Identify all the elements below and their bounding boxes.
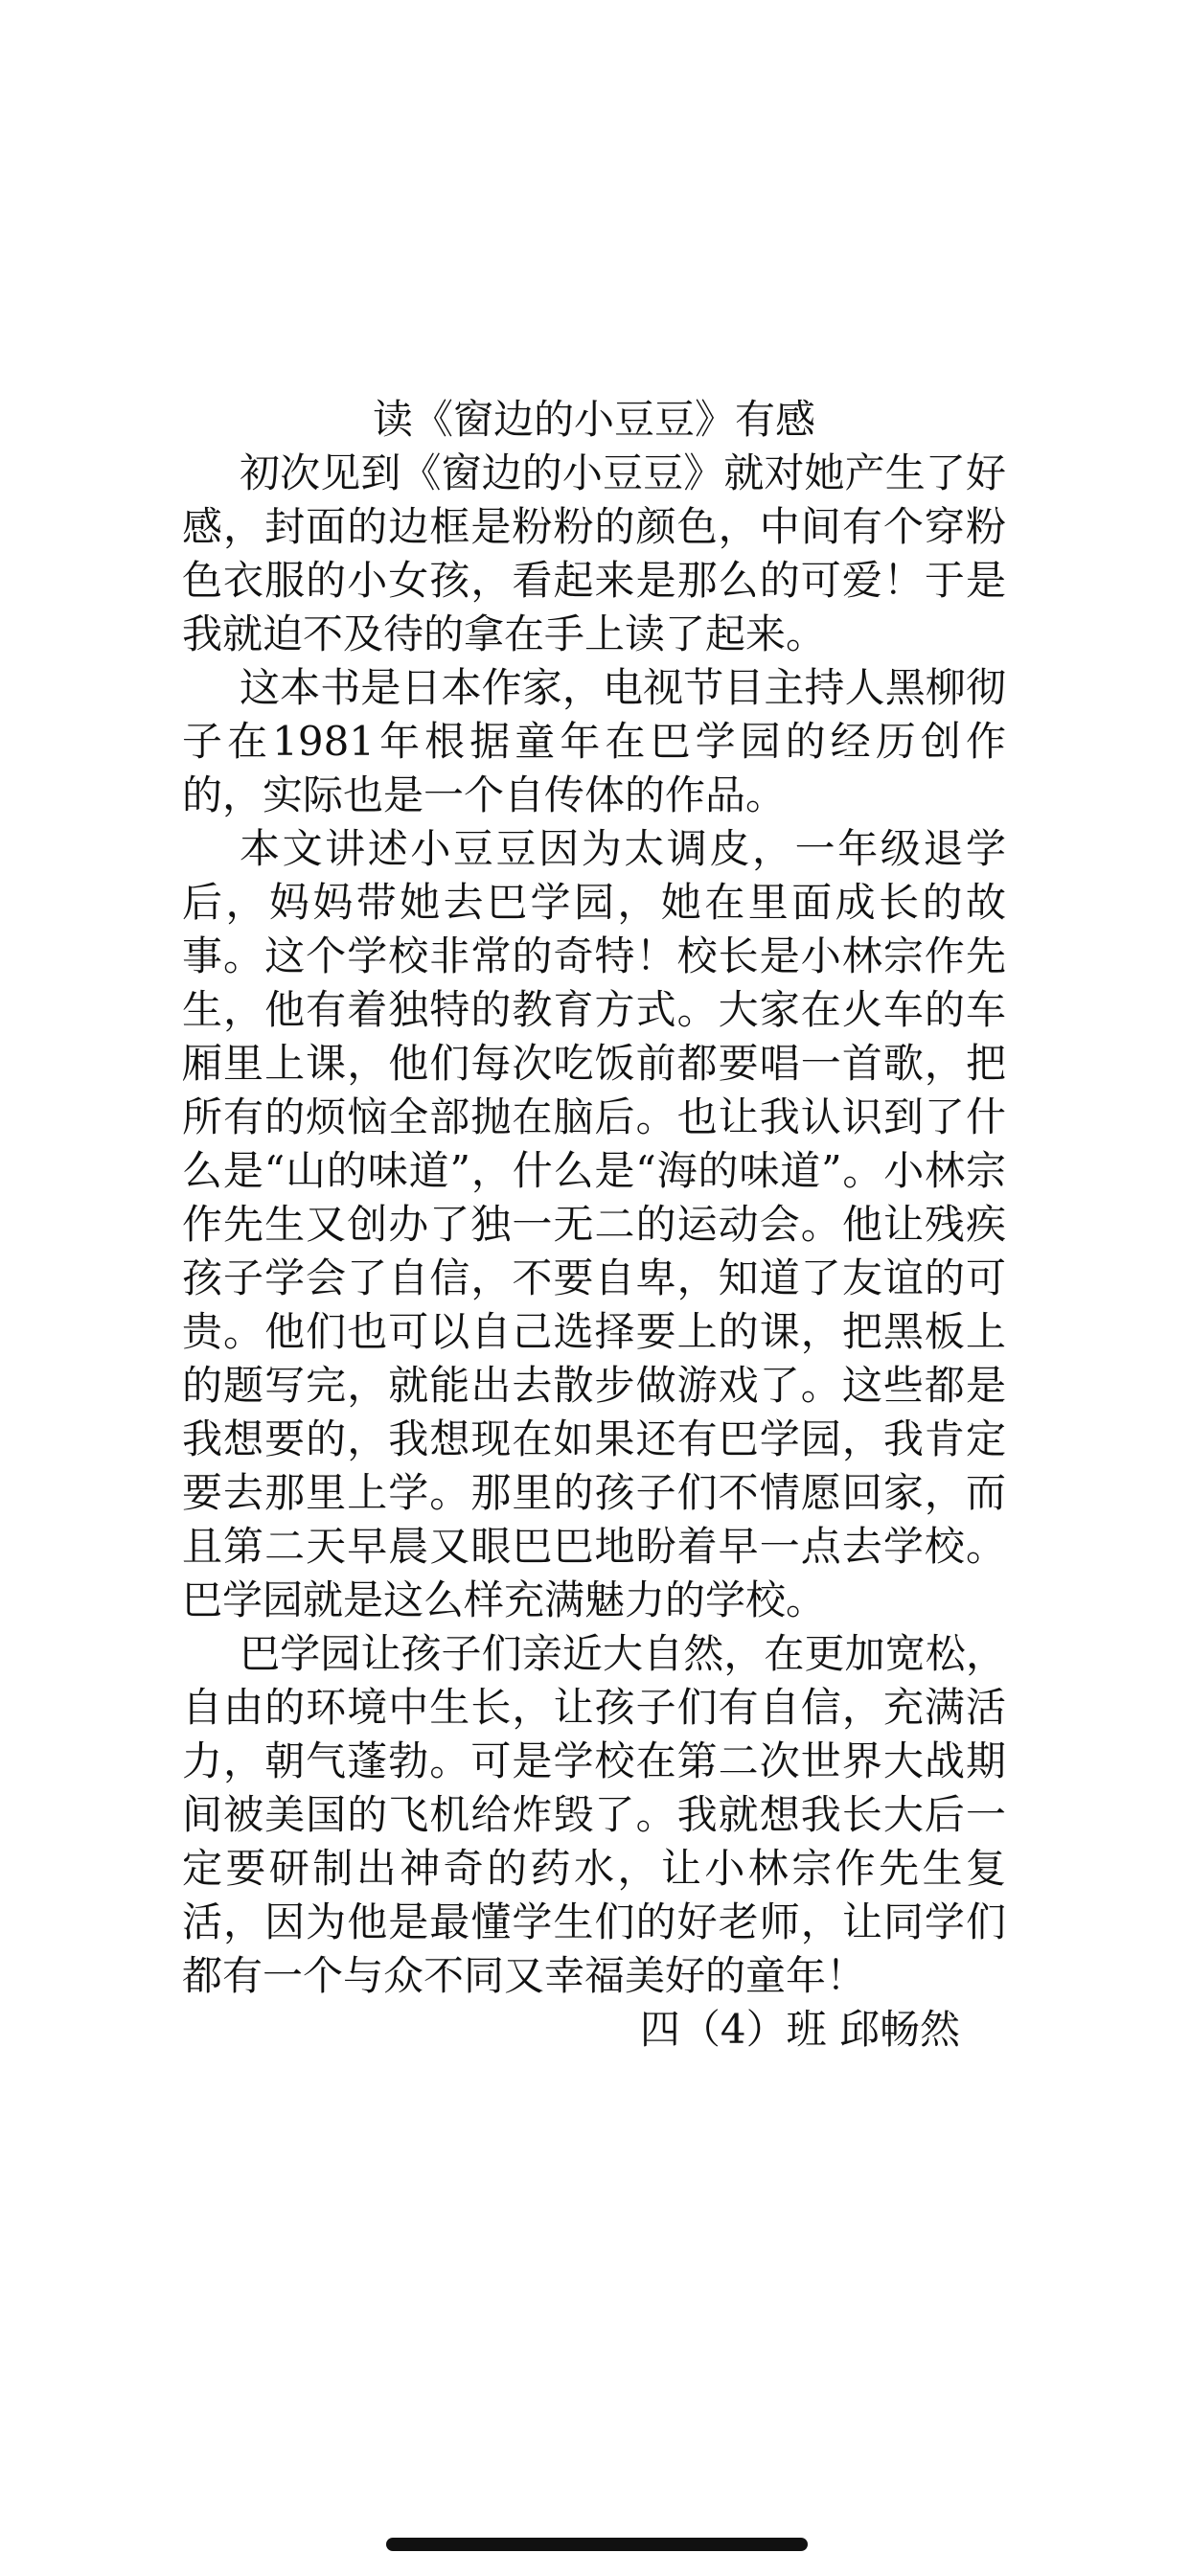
essay-paragraph-1: 初次见到《窗边的小豆豆》就对她产生了好感，封面的边框是粉粉的颜色，中间有个穿粉色衣服的小女孩，看起来是那么的可爱！于是我就迫不及待的拿在手上读了起来。 [182,449,1006,657]
author-signature: 四（4）班 邱畅然 [639,2006,960,2053]
essay-paragraph-3: 本文讲述小豆豆因为太调皮，一年级退学后，妈妈带她去巴学园，她在里面成长的故事。这个学校非常的奇特！校长是小林宗作先生，他有着独特的教育方式。大家在火车的车厢里上课，他们每次吃饭前都要唱一首歌，把所有的烦恼全部抛在脑后。也让我认识到了什么是“山的味道”，什么是“海的味道”。小林宗作先生又创办了独一无二的运动会。他让残疾孩子学会了自信，不要自卑，知道了友谊的可贵。他们也可以自己选择要上的课，把黑板上的题写完，就能出去散步做游戏了。这些都是我想要的，我想现在如果还有巴学园，我肯定要去那里上学。那里的孩子们不情愿回家，而且第二天早晨又眼巴巴地盼着早一点去学校。巴学园就是这么样充满魅力的学校。 [182,825,1006,1623]
home-indicator-bar[interactable] [386,2538,808,2551]
essay [182,393,1006,2057]
essay-paragraph-2: 这本书是日本作家，电视节目主持人黑柳彻子在1981年根据童年在巴学园的经历创作的，实际也是一个自传体的作品。 [182,664,1006,818]
essay-title: 读《窗边的小豆豆》有感 [372,396,815,443]
essay-paragraph-4: 巴学园让孩子们亲近大自然，在更加宽松，自由的环境中生长，让孩子们有自信，充满活力，朝气蓬勃。可是学校在第二次世界大战期间被美国的飞机给炸毁了。我就想我长大后一定要研制出神奇的药水，让小林宗作先生复活，因为他是最懂学生们的好老师，让同学们都有一个与众不同又幸福美好的童年！ [182,1630,1006,1999]
